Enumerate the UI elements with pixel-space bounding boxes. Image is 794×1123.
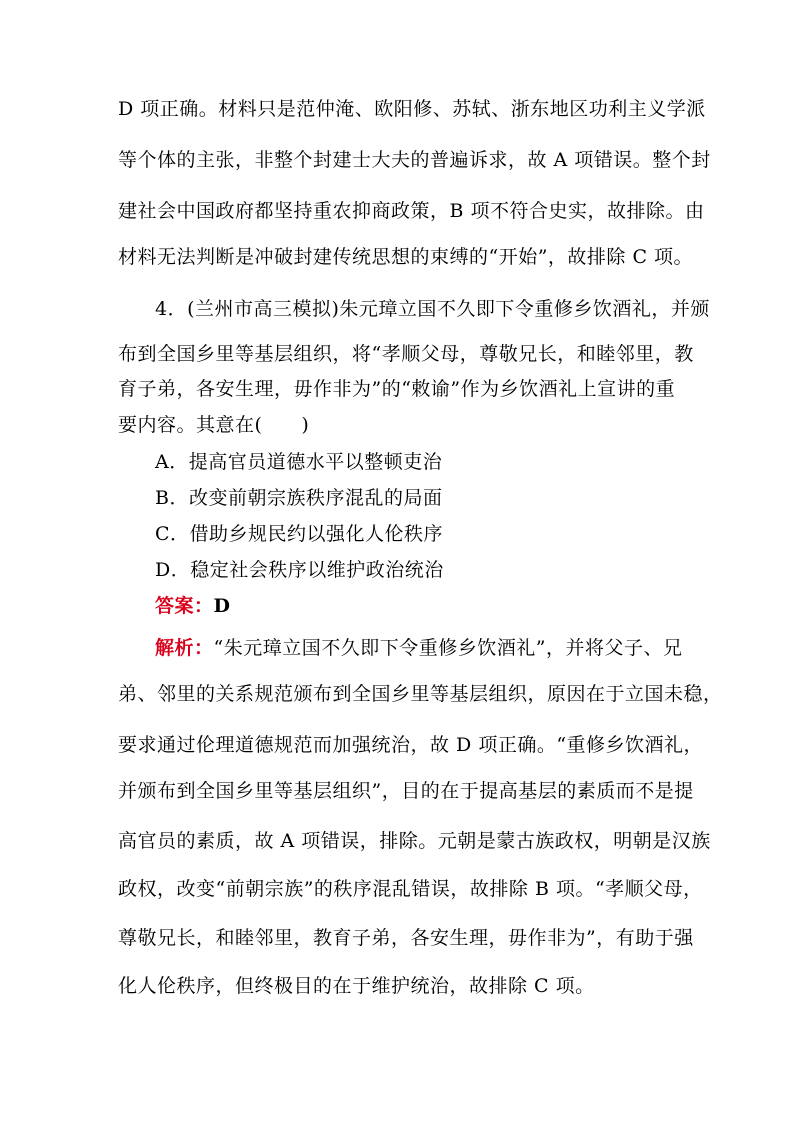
option-a: A．提高官员道德水平以整顿吏治	[155, 451, 443, 473]
question-line-2: 布到全国乡里等基层组织，将“孝顺父母，尊敬兄长，和睦邻里，教	[118, 343, 694, 365]
prev-explanation-line-2: 等个体的主张，非整个封建士大夫的普遍诉求，故 A 项错误。整个封	[118, 149, 711, 171]
explanation-text: “朱元璋立国不久即下令重修乡饮酒礼”，并将父子、兄	[213, 637, 683, 659]
explanation-line-2: 弟、邻里的关系规范颁布到全国乡里等基层组织，原因在于立国未稳，	[118, 683, 723, 705]
explanation-line-4: 并颁布到全国乡里等基层组织”，目的在于提高基层的素质而不是提	[118, 780, 694, 802]
question-line-4: 要内容。其意在( )	[118, 414, 310, 436]
question-line-3: 育子弟，各安生理，毋作非为”的“敕谕”作为乡饮酒礼上宣讲的重	[118, 378, 676, 400]
question-line-1: 4．(兰州市高三模拟)朱元璋立国不久即下令重修乡饮酒礼，并颁	[155, 298, 710, 320]
explanation-first-line	[155, 636, 682, 660]
explanation-line-7: 尊敬兄长，和睦邻里，教育子弟，各安生理，毋作非为”，有助于强	[118, 927, 694, 949]
explanation-label: 解析：	[155, 637, 214, 659]
explanation-line-8: 化人伦秩序，但终极目的在于维护统治，故排除 C 项。	[118, 975, 595, 997]
prev-explanation-line-1: D 项正确。材料只是范仲淹、欧阳修、苏轼、浙东地区功利主义学派	[118, 98, 706, 120]
prev-explanation-line-3: 建社会中国政府都坚持重农抑商政策，B 项不符合史实，故排除。由	[118, 200, 705, 222]
option-d: D．稳定社会秩序以维护政治统治	[155, 559, 444, 581]
option-c: C．借助乡规民约以强化人伦秩序	[155, 523, 444, 545]
option-b: B．改变前朝宗族秩序混乱的局面	[155, 487, 443, 509]
answer-label: 答案：	[155, 595, 214, 617]
answer-value: D	[213, 595, 231, 617]
explanation-line-6: 政权，改变“前朝宗族”的秩序混乱错误，故排除 B 项。“孝顺父母，	[118, 878, 703, 900]
explanation-line-3: 要求通过伦理道德规范而加强统治，故 D 项正确。“重修乡饮酒礼，	[118, 734, 704, 756]
prev-explanation-line-4: 材料无法判断是冲破封建传统思想的束缚的“开始”，故排除 C 项。	[118, 246, 694, 268]
explanation-line-5: 高官员的素质，故 A 项错误，排除。元朝是蒙古族政权，明朝是汉族	[118, 830, 711, 852]
answer-line	[155, 594, 231, 618]
